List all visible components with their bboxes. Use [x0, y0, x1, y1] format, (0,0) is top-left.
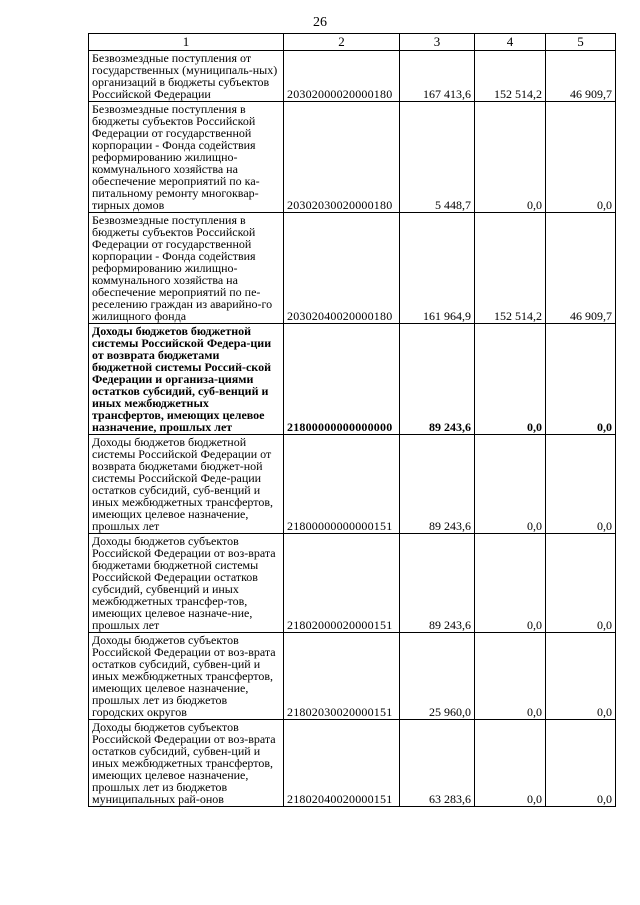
row-name: Доходы бюджетов бюджетной системы Российской Федерации от возврата бюджетами бюджет-ной системы Российской Феде-рации остатков субсидий, суб-венций и иных межбюджетных трансфертов, имеющих целевое назначение, прошлых лет — [89, 435, 284, 534]
row-code: 21800000000000000 — [284, 324, 400, 435]
table-row — [89, 213, 616, 324]
row-value-col4: 0,0 — [475, 102, 546, 213]
row-code: 21802030020000151 — [284, 633, 400, 720]
table-row — [89, 720, 616, 807]
row-name: Доходы бюджетов субъектов Российской Федерации от воз-врата бюджетами бюджетной системы Российской Федерации остатков субсидий, субвенций и иных межбюджетных трансфер-тов, имеющих целевое назначе-ние, прошлых лет — [89, 534, 284, 633]
page-number: 26 — [313, 15, 327, 30]
row-value-col4: 0,0 — [475, 633, 546, 720]
row-name: Доходы бюджетов субъектов Российской Федерации от воз-врата остатков субсидий, субвен-ций и иных межбюджетных трансфертов, имеющих целевое назначение, прошлых лет из бюджетов муниципальных рай-онов — [89, 720, 284, 807]
row-code: 20302000020000180 — [284, 51, 400, 102]
budget-table — [88, 33, 616, 807]
row-name: Доходы бюджетов субъектов Российской Федерации от воз-врата остатков субсидий, субвен-ций и иных межбюджетных трансфертов, имеющих целевое назначение, прошлых лет из бюджетов городских округов — [89, 633, 284, 720]
table-row — [89, 534, 616, 633]
row-value-col4: 152 514,2 — [475, 213, 546, 324]
row-name: Доходы бюджетов бюджетной системы Российской Федера-ции от возврата бюджетами бюджетной системы Россий-ской Федерации и организа-циями остатков субсидий, суб-венций и иных межбюджетных трансфертов, имеющих целевое назначение, прошлых лет — [89, 324, 284, 435]
row-code: 20302030020000180 — [284, 102, 400, 213]
row-value-col4: 0,0 — [475, 324, 546, 435]
row-name: Безвозмездные поступления в бюджеты субъектов Российской Федерации от государственной корпорации - Фонда содействия реформированию жилищно-коммунального хозяйства на обеспечение мероприятий по ка-питальному ремонту многоквар-тирных домов — [89, 102, 284, 213]
row-value-col3: 5 448,7 — [400, 102, 475, 213]
table-row — [89, 435, 616, 534]
row-value-col4: 0,0 — [475, 534, 546, 633]
row-code: 21800000000000151 — [284, 435, 400, 534]
row-name: Безвозмездные поступления от государственных (муниципаль-ных) организаций в бюджеты субъектов Российской Федерации — [89, 51, 284, 102]
row-code: 21802040020000151 — [284, 720, 400, 807]
row-value-col3: 25 960,0 — [400, 633, 475, 720]
row-value-col5: 0,0 — [546, 534, 616, 633]
header-col-4: 4 — [475, 34, 546, 51]
row-value-col4: 152 514,2 — [475, 51, 546, 102]
row-value-col3: 89 243,6 — [400, 534, 475, 633]
row-value-col3: 89 243,6 — [400, 324, 475, 435]
row-value-col4: 0,0 — [475, 720, 546, 807]
header-col-2: 2 — [284, 34, 400, 51]
row-code: 21802000020000151 — [284, 534, 400, 633]
row-value-col3: 167 413,6 — [400, 51, 475, 102]
table-row — [89, 102, 616, 213]
row-value-col5: 0,0 — [546, 324, 616, 435]
row-value-col3: 89 243,6 — [400, 435, 475, 534]
table-row — [89, 51, 616, 102]
row-value-col5: 46 909,7 — [546, 51, 616, 102]
row-code: 20302040020000180 — [284, 213, 400, 324]
row-value-col4: 0,0 — [475, 435, 546, 534]
row-value-col5: 0,0 — [546, 435, 616, 534]
table-row — [89, 633, 616, 720]
row-value-col5: 0,0 — [546, 102, 616, 213]
header-col-1: 1 — [89, 34, 284, 51]
header-col-3: 3 — [400, 34, 475, 51]
row-value-col5: 0,0 — [546, 720, 616, 807]
row-value-col5: 0,0 — [546, 633, 616, 720]
row-value-col5: 46 909,7 — [546, 213, 616, 324]
header-row — [89, 34, 616, 51]
row-value-col3: 63 283,6 — [400, 720, 475, 807]
table-row-total — [89, 324, 616, 435]
row-value-col3: 161 964,9 — [400, 213, 475, 324]
header-col-5: 5 — [546, 34, 616, 51]
row-name: Безвозмездные поступления в бюджеты субъектов Российской Федерации от государственной корпорации - Фонда содействия реформированию жилищно-коммунального хозяйства на обеспечение мероприятий по пе-реселению граждан из аварийно-го жилищного фонда — [89, 213, 284, 324]
